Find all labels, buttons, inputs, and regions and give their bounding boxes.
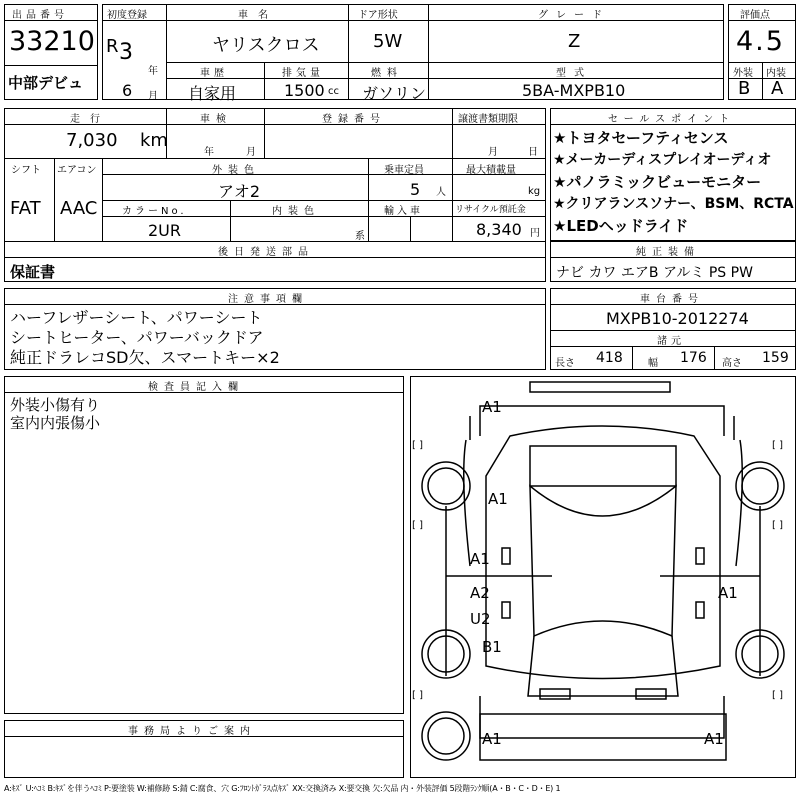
selling-point-item: ★LEDヘッドライド — [553, 217, 689, 235]
inspection-label: 車検 — [200, 114, 232, 125]
color-no-label: カラーNo. — [122, 206, 187, 217]
inspection-month-unit: 月 — [246, 147, 256, 158]
int-color-label: 内装色 — [272, 206, 320, 217]
damage-mark-left-rear-door: A2 — [470, 584, 490, 602]
damage-mark-rear-bumper-right: A1 — [704, 730, 724, 748]
lot-number: 33210 — [9, 26, 95, 57]
transfer-label: 譲渡書類期限 — [458, 114, 518, 125]
dims-label: 諸元 — [657, 336, 685, 347]
ext-color: アオ2 — [218, 182, 261, 201]
score: 4.5 — [736, 26, 785, 57]
inspector-line: 室内内張傷小 — [10, 414, 101, 432]
capacity-label: 乗車定員 — [384, 165, 424, 176]
damage-mark-front-bumper: A1 — [482, 398, 502, 416]
ac: AAC — [60, 198, 98, 219]
damage-mark-left-rear-fender: B1 — [482, 638, 502, 656]
grade-label: グレード — [538, 10, 610, 21]
month-unit: 月 — [148, 91, 158, 102]
history-label: 車歴 — [200, 68, 228, 79]
model: 5BA-MXPB10 — [522, 81, 626, 100]
later-parts-label: 後日発送部品 — [218, 247, 314, 258]
damage-mark-hood: A1 — [488, 490, 508, 508]
equipment-value: ナビ カワ エアB アルミ PS PW — [556, 265, 753, 281]
selling-point-item: ★クリアランスソナー、BSM、RCTA — [553, 196, 794, 212]
height: 159 — [762, 350, 789, 366]
selling-points-list — [553, 127, 795, 237]
fuel: ガソリン — [362, 84, 427, 103]
ac-label: エアコン — [57, 165, 97, 176]
inspector-line: 外装小傷有り — [10, 396, 101, 414]
ext-label: 外装 — [733, 68, 753, 79]
selling-point-item: ★パノラミックビューモニター — [553, 173, 762, 191]
fuel-label: 燃料 — [371, 68, 403, 79]
bracket-mark: [ ] — [772, 440, 783, 451]
capacity: 5 — [410, 180, 421, 199]
int-grade: A — [771, 78, 784, 99]
displacement-unit: cc — [328, 86, 339, 97]
inspection-year-unit: 年 — [204, 147, 214, 158]
chassis-label: 車台番号 — [640, 294, 704, 305]
color-no: 2UR — [148, 221, 182, 240]
model-label: 型式 — [556, 68, 592, 79]
load-label: 最大積載量 — [466, 165, 516, 176]
int-color-unit: 系 — [355, 231, 365, 242]
score-label: 評価点 — [740, 10, 770, 21]
int-label: 内装 — [766, 68, 786, 79]
damage-mark-rear-bumper-left: A1 — [482, 730, 502, 748]
transfer-day-unit: 日 — [528, 147, 538, 158]
notes-lines — [10, 308, 280, 368]
capacity-unit: 人 — [436, 187, 446, 198]
chassis-number: MXPB10-2012274 — [606, 309, 749, 328]
shift: FAT — [10, 198, 41, 219]
debut-label: 中部デビュ — [8, 74, 84, 92]
mileage-label: 走行 — [70, 114, 110, 125]
damage-mark-left-front-door: A1 — [470, 550, 490, 568]
height-label: 高さ — [722, 358, 742, 369]
note-line: 純正ドラレコSD欠、スマートキー×2 — [10, 348, 280, 367]
length-label: 長さ — [555, 358, 575, 369]
note-line: ハーフレザーシート、パワーシート — [10, 308, 263, 327]
import-label: 輸入車 — [384, 206, 423, 217]
selling-point-item: ★メーカーディスプレイオーディオ — [553, 152, 772, 168]
transfer-month-unit: 月 — [488, 147, 498, 158]
bracket-mark: [ ] — [772, 690, 783, 701]
first-reg-year: 3 — [119, 40, 133, 65]
car-name-label: 車名 — [238, 10, 278, 21]
year-unit: 年 — [148, 66, 158, 77]
length: 418 — [596, 350, 623, 366]
first-reg-label: 初度登録 — [107, 10, 147, 21]
legend: A:ｷｽﾞ U:ﾍｺﾐ B:ｷｽﾞを伴うﾍｺﾐ P:要塗装 W:補修跡 S:錆 C:腐食、穴 G:ﾌﾛﾝﾄｶﾞﾗｽ点ｷｽﾞ XX:交換済み X:要交換 欠:欠品 内・外装評価 5段階ﾗﾝｸ順(A・B・C・D・E) 1 — [4, 784, 561, 793]
recycle-unit: 円 — [530, 228, 540, 239]
mileage-unit: km — [140, 130, 168, 151]
displacement-label: 排気量 — [282, 68, 324, 79]
recycle-label: リサイクル預託金 — [455, 205, 526, 215]
recycle: 8,340 — [476, 220, 522, 239]
inspector-label: 検査員記入欄 — [148, 382, 244, 393]
office-label: 事務局よりご案内 — [128, 726, 256, 737]
door-label: ドア形状 — [358, 10, 398, 21]
first-reg-month: 6 — [122, 81, 133, 100]
car-name: ヤリスクロス — [212, 35, 320, 56]
history: 自家用 — [188, 84, 237, 103]
first-reg-era: R — [106, 36, 119, 57]
selling-points-label: セールスポイント — [608, 114, 736, 125]
plate-label: 登録番号 — [322, 114, 386, 125]
displacement: 1500 — [284, 81, 325, 100]
ext-color-label: 外装色 — [212, 165, 260, 176]
mileage: 7,030 — [66, 130, 118, 151]
equipment-label: 純正装備 — [636, 247, 700, 258]
bracket-mark: [ ] — [772, 520, 783, 531]
lot-number-label: 出品番号 — [12, 10, 68, 21]
notes-label: 注意事項欄 — [228, 294, 308, 305]
selling-point-item: ★トヨタセーフティセンス — [553, 129, 729, 147]
damage-mark-left-rear-door-dent: U2 — [470, 610, 491, 628]
width-label: 幅 — [648, 358, 658, 369]
shift-label: シフト — [11, 165, 41, 176]
bracket-mark: [ ] — [412, 690, 423, 701]
load-unit: kg — [528, 186, 541, 197]
grade: Z — [568, 31, 581, 52]
width: 176 — [680, 350, 707, 366]
ext-grade: B — [738, 78, 751, 99]
bracket-mark: [ ] — [412, 520, 423, 531]
bracket-mark: [ ] — [412, 440, 423, 451]
damage-mark-right-rear-door: A1 — [718, 584, 738, 602]
later-parts: 保証書 — [10, 263, 56, 281]
door: 5W — [373, 31, 403, 52]
car-diagram — [410, 376, 796, 778]
note-line: シートヒーター、パワーバックドア — [10, 328, 264, 347]
